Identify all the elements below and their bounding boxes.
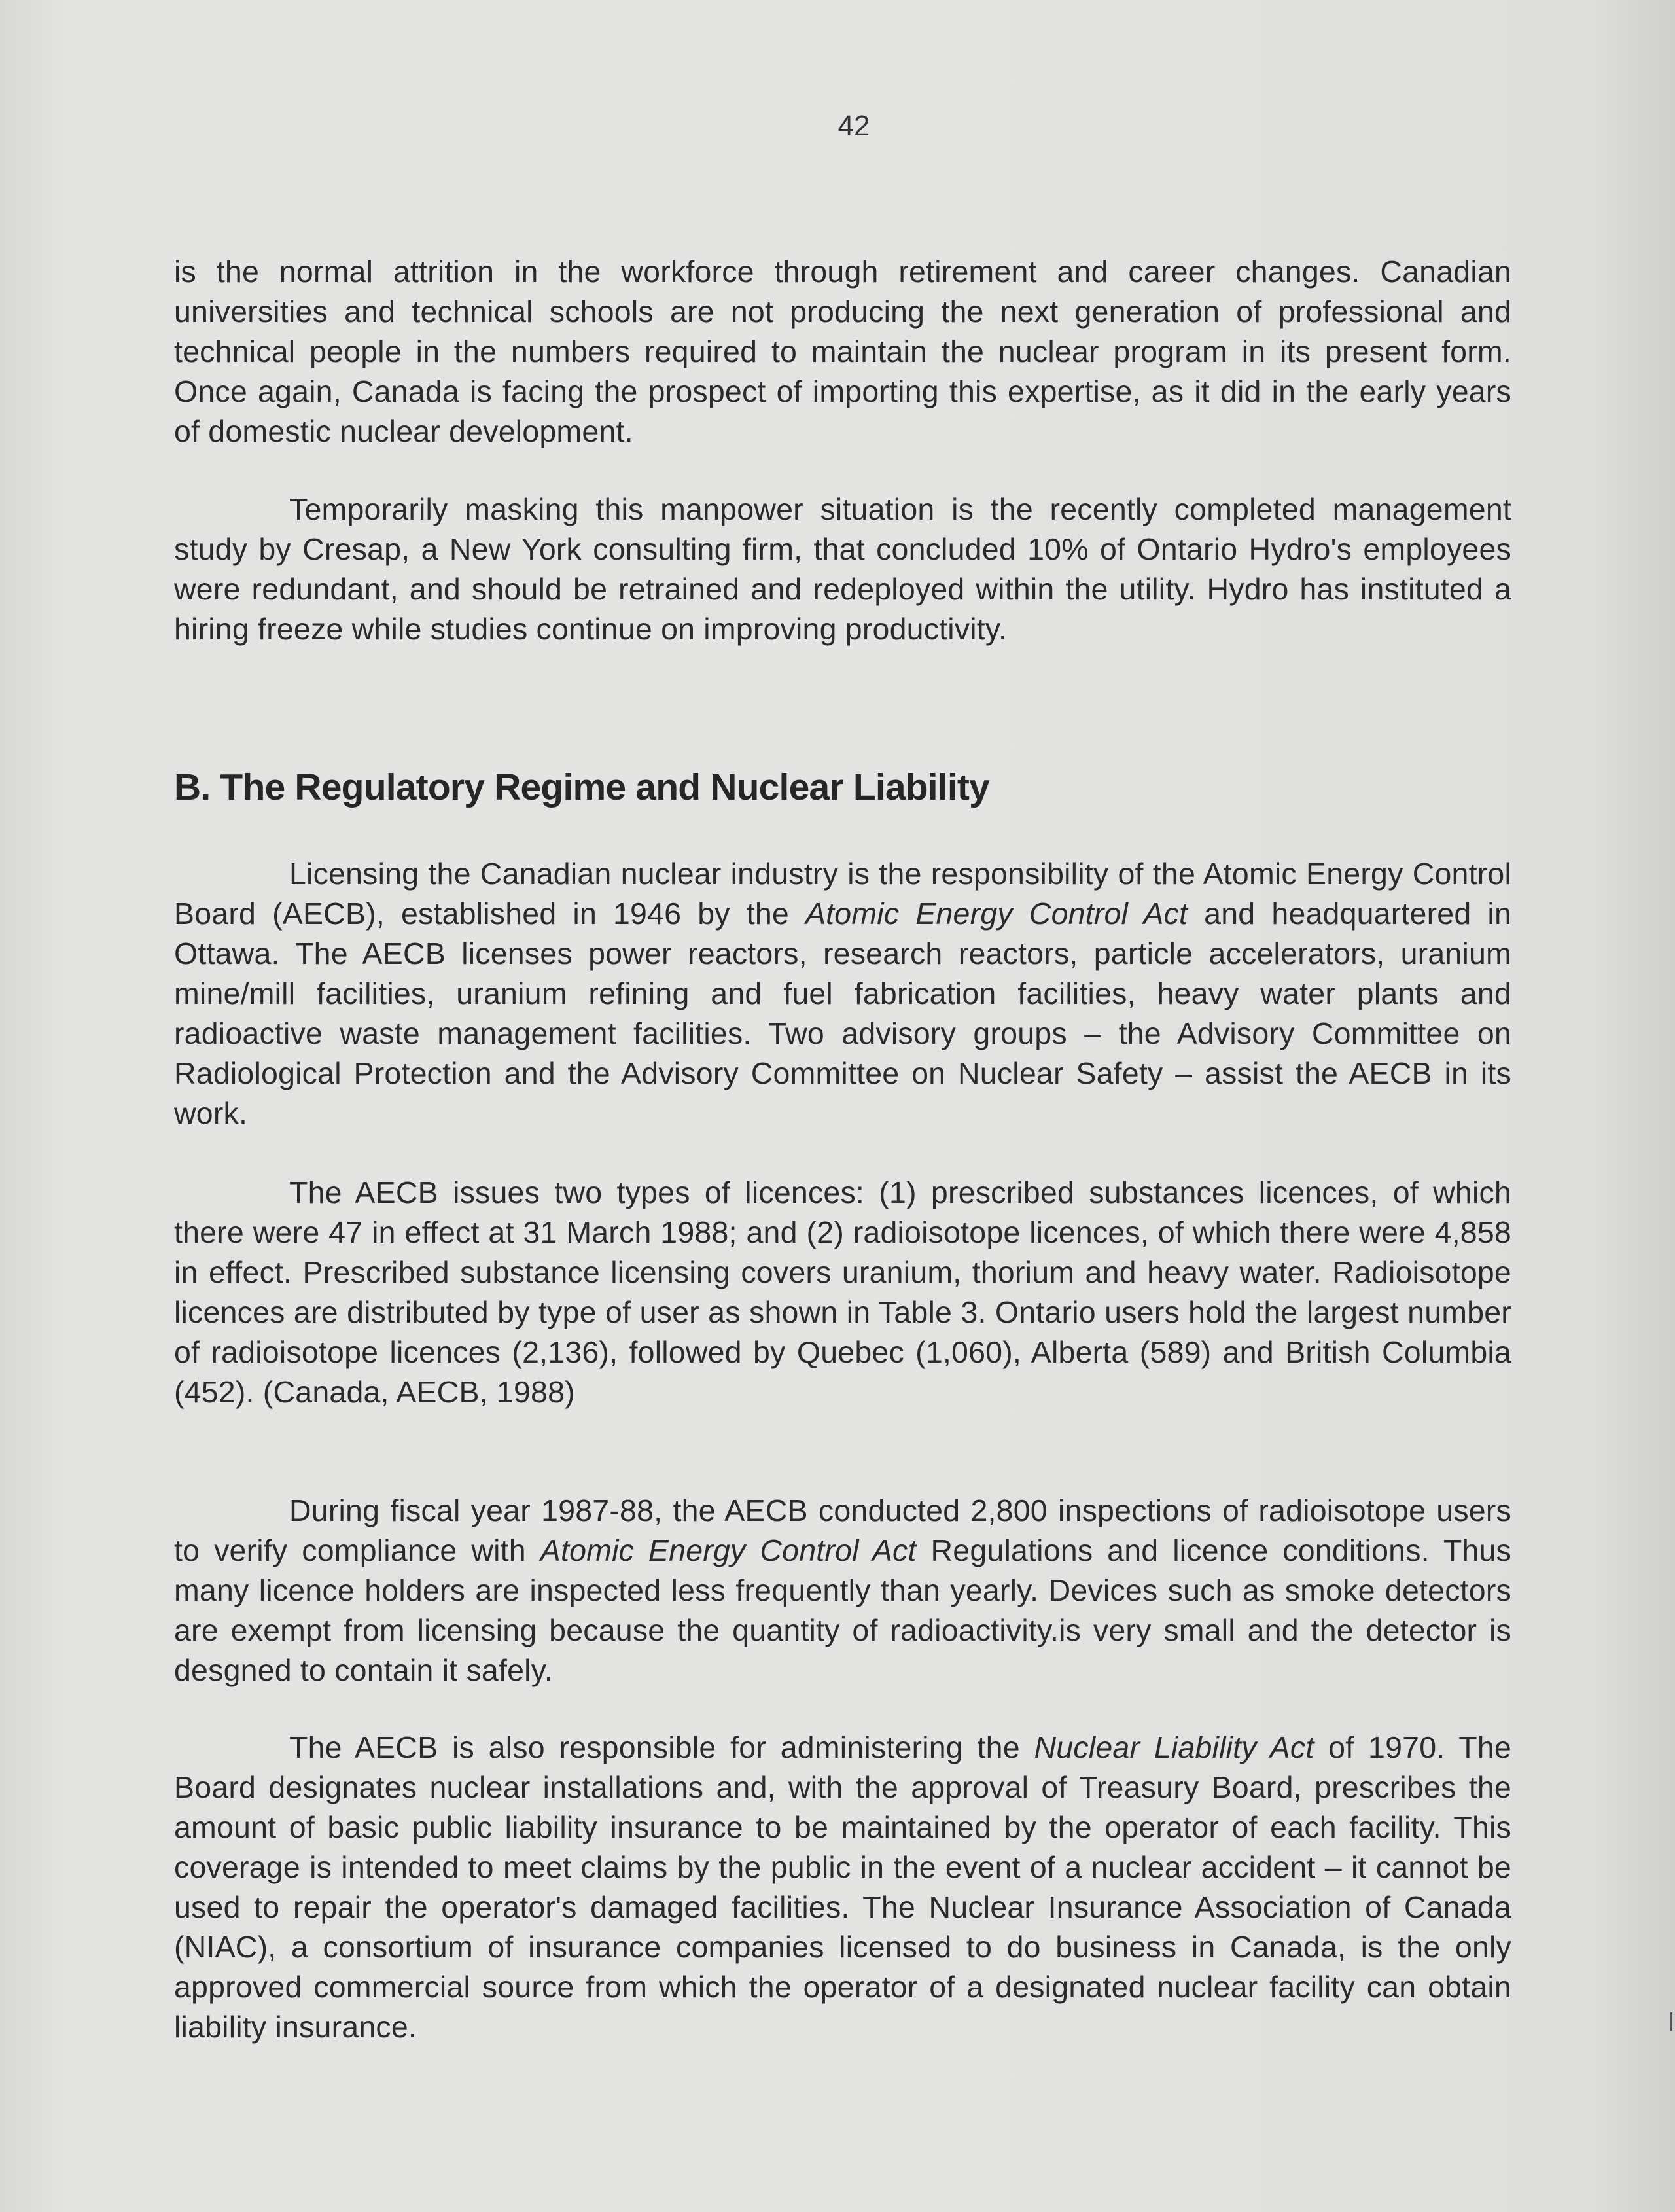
paragraph-text: The AECB is also responsible for administering the <box>289 1730 1034 1764</box>
paragraph-workforce-attrition: is the normal attrition in the workforce through retirement and career changes. Canadian universities and technical schools are not producing the next generation of professional and technical people in the numbers required to maintain the nuclear program in its present form. Once again, Canada is facing the prospect of importing this expertise, as it did in the early years of domestic nuclear development. <box>174 255 1511 448</box>
paragraph-nuclear-liability <box>174 1728 1511 2047</box>
page-number: 42 <box>838 110 870 142</box>
act-title: Nuclear Liability Act <box>1034 1730 1314 1764</box>
paragraph-aecb-licensing <box>174 854 1511 1133</box>
paragraph-text: Licensing the Canadian nuclear industry is the responsibility of the Atomic Energy Control Board (AECB), established in 1946 by the <box>174 857 1511 931</box>
act-title: Atomic Energy Control Act <box>540 1533 917 1567</box>
paragraph-text: and headquartered in Ottawa. The AECB licenses power reactors, research reactors, particle accelerators, uranium mine/mill facilities, uranium refining and fuel fabrication facilities, heavy water plants and radioactive waste management facilities. Two advisory groups – the Advisory Committee on Radiological Protection and the Advisory Committee on Nuclear Safety – assist the AECB in its work. <box>174 897 1512 1130</box>
paragraph-licence-types: The AECB issues two types of licences: (1) prescribed substances licences, of which there were 47 in effect at 31 March 1988; and (2) radioisotope licences, of which there were 4,858 in effect. Prescribed substance licensing covers uranium, thorium and heavy water. Radioisotope licences are distributed by type of user as shown in Table 3. Ontario users hold the largest number of radioisotope licences (2,136), followed by Quebec (1,060), Alberta (589) and British Columbia (452). (Canada, AECB, 1988) <box>174 1175 1511 1409</box>
paragraph-text: During fiscal year 1987-88, the AECB conducted 2,800 inspections of radioisotope users to verify compliance with <box>174 1493 1511 1567</box>
paragraph-text: Regulations and licence conditions. Thus many licence holders are inspected less frequently than yearly. Devices such as smoke detectors are exempt from licensing because the quantity of radioactivity.is very small and the detector is desgned to contain it safely. <box>174 1533 1512 1687</box>
paragraph-inspections <box>174 1491 1511 1690</box>
paragraph-text: of 1970. The Board designates nuclear installations and, with the approval of Treasury Board, prescribes the amount of basic public liability insurance to be maintained by the operator of each facility. This coverage is intended to meet claims by the public in the event of a nuclear accident – it cannot be used to repair the operator's damaged facilities. The Nuclear Insurance Association of Canada (NIAC), a consortium of insurance companies licensed to do business in Canada, is the only approved commercial source from which the operator of a designated nuclear facility can obtain liability insurance. <box>174 1730 1511 2044</box>
scan-edge-mark <box>1670 2012 1672 2031</box>
paragraph-manpower-masking: Temporarily masking this manpower situation is the recently completed management study by Cresap, a New York consulting firm, that concluded 10% of Ontario Hydro's employees were redundant, and should be retrained and redeployed within the utility. Hydro has instituted a hiring freeze while studies continue on improving productivity. <box>174 492 1511 646</box>
act-title: Atomic Energy Control Act <box>805 897 1188 931</box>
section-heading: B. The Regulatory Regime and Nuclear Liability <box>174 766 989 808</box>
